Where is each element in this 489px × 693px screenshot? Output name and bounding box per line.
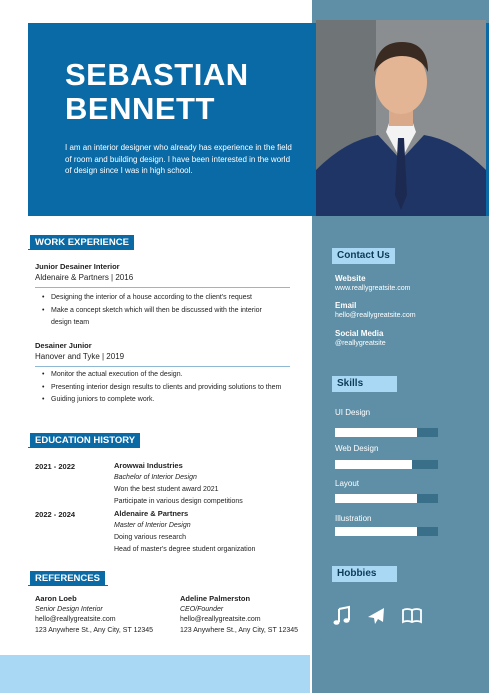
duty-item: • Monitor the actual execution of the design. [42,369,282,382]
skill-bar [335,527,438,536]
education-heading: EDUCATION HISTORY [30,433,140,448]
references-rule [28,585,108,586]
reference-entry [180,594,320,636]
job-company: Hanover and Tyke | 2019 [35,352,125,361]
duty-item: • Presenting interior design results to clients and providing solutions to them [42,382,282,395]
education-note: Head of master's degree student organization [114,546,256,553]
job-duties [42,369,282,407]
education-rule [28,447,140,448]
skills-heading: Skills [332,376,397,392]
intro-paragraph: I am an interior designer who already has experience in the field of room and building design. I have been interested in the world of design since I was in high school. [65,143,292,175]
job-entry [35,341,290,362]
first-name: SEBASTIAN [65,57,249,92]
reference-name: Aaron Loeb [35,594,77,603]
job-divider [35,366,290,367]
reference-email[interactable]: hello@reallygreatsite.com [35,616,116,623]
skill-bar [335,494,438,503]
skill-label: UI Design [335,408,371,417]
education-years: 2021 - 2022 [35,462,76,471]
education-note: Participate in various design competitions [114,498,243,505]
skill-label: Layout [335,479,360,488]
job-company: Aldenaire & Partners | 2016 [35,273,134,282]
skill-bar [335,460,438,469]
reference-role: CEO/Founder [180,605,224,613]
school-name: Arowwai Industries [114,461,183,470]
school-name: Aldenaire & Partners [114,509,189,518]
job-divider [35,287,290,288]
contact-website [335,274,410,293]
education-entry [114,508,284,556]
reference-entry [35,594,175,636]
education-entry [114,460,284,508]
degree-name: Master of Interior Design [114,522,191,529]
book-icon [401,605,423,627]
job-duties [42,292,282,330]
work-rule [28,249,128,250]
contact-value[interactable]: @reallygreatsite [335,340,386,347]
duty-item: • Make a concept sketch which will then be discussed with the interior design team [42,305,282,330]
reference-name: Adeline Palmerston [180,594,251,603]
skill-bar-fill [335,428,417,437]
duty-item: • Guiding juniors to complete work. [42,394,282,407]
contact-label: Social Media [335,329,384,338]
reference-role: Senior Design Interior [35,605,103,613]
skill-label: Web Design [335,444,379,453]
references-heading: REFERENCES [30,571,105,586]
education-years: 2022 - 2024 [35,510,76,519]
music-note-icon [331,605,353,627]
job-title: Junior Desainer Interior [35,262,120,271]
person-name [65,58,249,126]
reference-address: 123 Anywhere St., Any City, ST 12345 [180,626,299,634]
education-note: Won the best student award 2021 [114,486,219,493]
skill-bar-fill [335,527,417,536]
profile-photo [316,20,486,216]
reference-email[interactable]: hello@reallygreatsite.com [180,616,261,623]
skill-bar-fill [335,494,417,503]
contact-value[interactable]: hello@reallygreatsite.com [335,312,416,319]
last-name: BENNETT [65,91,215,126]
contact-value[interactable]: www.reallygreatsite.com [335,285,411,292]
education-note: Doing various research [114,534,186,541]
contact-email [335,301,416,320]
airplane-icon [365,605,387,627]
duty-item: • Designing the interior of a house according to the client's request [42,292,282,305]
hobbies-heading: Hobbies [332,566,397,582]
contact-social [335,329,386,348]
footer-band [0,655,310,693]
degree-name: Bachelor of Interior Design [114,474,197,481]
job-title: Desainer Junior [35,341,92,350]
skill-bar [335,428,438,437]
job-entry [35,262,290,283]
reference-address: 123 Anywhere St., Any City, ST 12345 [35,626,154,634]
contact-heading: Contact Us [332,248,395,264]
skill-bar-fill [335,460,412,469]
skill-label: Illustration [335,514,372,523]
work-experience-heading: WORK EXPERIENCE [30,235,134,250]
contact-label: Email [335,301,357,310]
contact-label: Website [335,274,366,283]
